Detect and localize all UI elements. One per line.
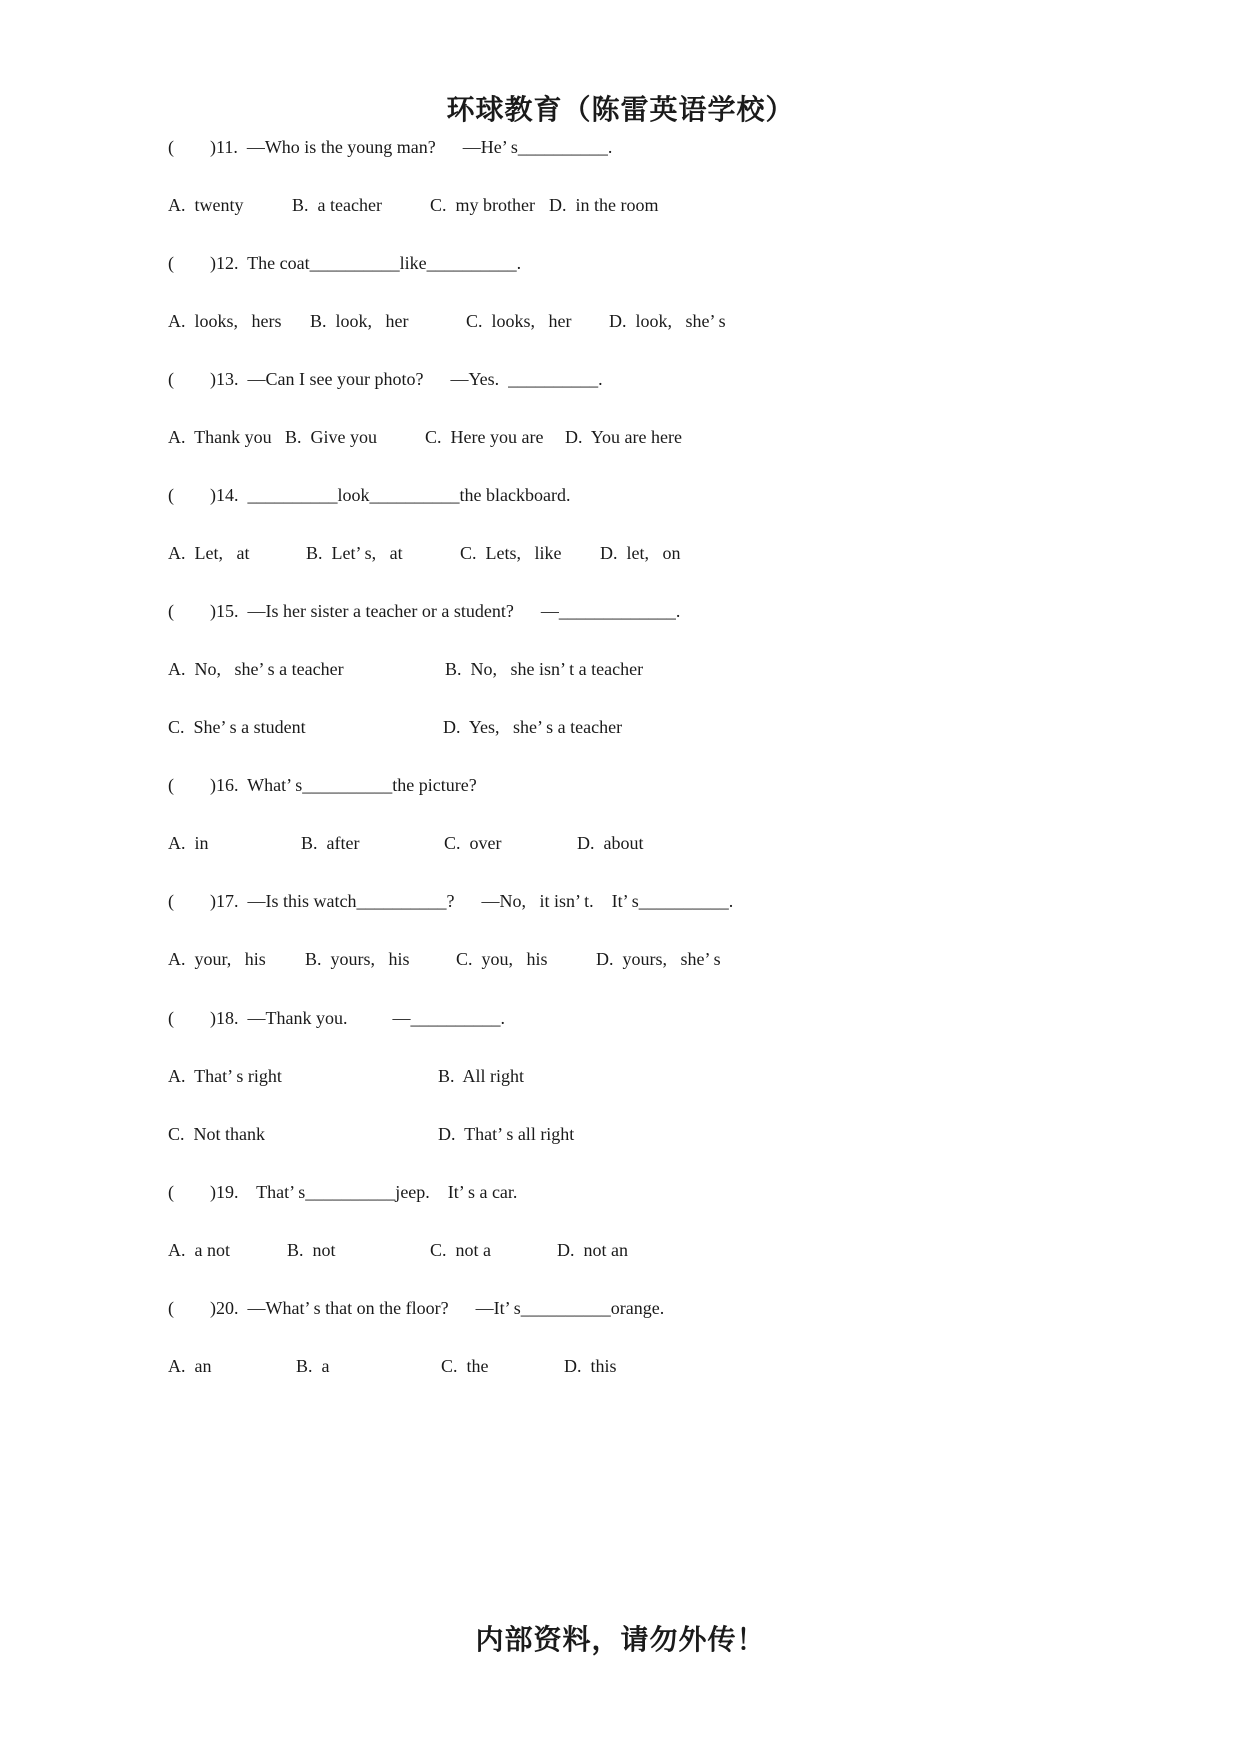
option-b: B. yours, his bbox=[305, 949, 410, 969]
option-b: B. Give you bbox=[285, 427, 377, 447]
option-b: B. All right bbox=[438, 1066, 525, 1086]
question-19 bbox=[0, 1178, 518, 1206]
option-a: A. in bbox=[168, 833, 209, 853]
options-12 bbox=[0, 307, 726, 335]
option-a: A. That’ s right bbox=[168, 1066, 282, 1086]
options-16 bbox=[0, 829, 644, 857]
option-b: B. No, she isn’ t a teacher bbox=[445, 659, 644, 679]
option-d: D. yours, she’ s bbox=[596, 949, 721, 969]
option-c: C. over bbox=[444, 833, 502, 853]
question-text: ( )19. That’ s__________jeep. It’ s a car. bbox=[168, 1182, 518, 1202]
options-11 bbox=[0, 191, 659, 219]
option-a: A. No, she’ s a teacher bbox=[168, 659, 344, 679]
option-c: C. looks, her bbox=[466, 311, 572, 331]
question-text: ( )17. —Is this watch__________? —No, it isn’ t. It’ s__________. bbox=[168, 891, 734, 911]
question-11 bbox=[0, 133, 613, 161]
option-c: C. not a bbox=[430, 1240, 491, 1260]
question-text: ( )13. —Can I see your photo? —Yes. __________. bbox=[168, 369, 603, 389]
question-text: ( )12. The coat__________like__________. bbox=[168, 253, 522, 273]
question-text: ( )15. —Is her sister a teacher or a student? —_____________. bbox=[168, 601, 681, 621]
question-12 bbox=[0, 249, 522, 277]
options-17 bbox=[0, 945, 721, 973]
option-c: C. Not thank bbox=[168, 1124, 265, 1144]
question-13 bbox=[0, 365, 603, 393]
option-a: A. twenty bbox=[168, 195, 244, 215]
question-text: ( )20. —What’ s that on the floor? —It’ s__________orange. bbox=[168, 1298, 665, 1318]
option-b: B. a teacher bbox=[292, 195, 382, 215]
question-14 bbox=[0, 481, 571, 509]
options-19 bbox=[0, 1236, 628, 1264]
option-d: D. about bbox=[577, 833, 644, 853]
option-d: D. in the room bbox=[549, 195, 659, 215]
option-b: B. Let’ s, at bbox=[306, 543, 403, 563]
page-footer-notice: 内部资料，请勿外传！ bbox=[475, 1623, 766, 1656]
option-b: B. look, her bbox=[310, 311, 409, 331]
option-d: D. Yes, she’ s a teacher bbox=[443, 717, 623, 737]
question-20 bbox=[0, 1294, 665, 1322]
option-c: C. Lets, like bbox=[460, 543, 562, 563]
option-c: C. She’ s a student bbox=[168, 717, 306, 737]
option-a: A. a not bbox=[168, 1240, 230, 1260]
option-a: A. an bbox=[168, 1356, 212, 1376]
question-15 bbox=[0, 597, 681, 625]
question-text: ( )16. What’ s__________the picture? bbox=[168, 775, 477, 795]
option-b: B. after bbox=[301, 833, 360, 853]
options-14 bbox=[0, 539, 681, 567]
option-a: A. Thank you bbox=[168, 427, 272, 447]
question-text: ( )14. __________look__________the blackboard. bbox=[168, 485, 571, 505]
option-d: D. That’ s all right bbox=[438, 1124, 575, 1144]
option-d: D. look, she’ s bbox=[609, 311, 726, 331]
option-d: D. not an bbox=[557, 1240, 628, 1260]
options-13 bbox=[0, 423, 682, 451]
option-a: A. Let, at bbox=[168, 543, 250, 563]
options-15-row-1 bbox=[0, 655, 644, 683]
question-17 bbox=[0, 887, 734, 915]
options-18-row-2 bbox=[0, 1120, 575, 1148]
option-a: A. looks, hers bbox=[168, 311, 282, 331]
option-a: A. your, his bbox=[168, 949, 266, 969]
option-d: D. let, on bbox=[600, 543, 681, 563]
option-c: C. the bbox=[441, 1356, 489, 1376]
option-d: D. You are here bbox=[565, 427, 682, 447]
options-20 bbox=[0, 1352, 617, 1380]
option-c: C. my brother bbox=[430, 195, 535, 215]
option-b: B. not bbox=[287, 1240, 336, 1260]
option-c: C. Here you are bbox=[425, 427, 544, 447]
question-16 bbox=[0, 771, 477, 799]
options-15-row-2 bbox=[0, 713, 623, 741]
question-text: ( )18. —Thank you. —__________. bbox=[168, 1008, 505, 1028]
options-18-row-1 bbox=[0, 1062, 525, 1090]
option-d: D. this bbox=[564, 1356, 617, 1376]
page-header-title: 环球教育（陈雷英语学校） bbox=[446, 93, 795, 126]
question-text: ( )11. —Who is the young man? —He’ s__________. bbox=[168, 137, 613, 157]
option-b: B. a bbox=[296, 1356, 330, 1376]
option-c: C. you, his bbox=[456, 949, 548, 969]
question-18 bbox=[0, 1004, 505, 1032]
